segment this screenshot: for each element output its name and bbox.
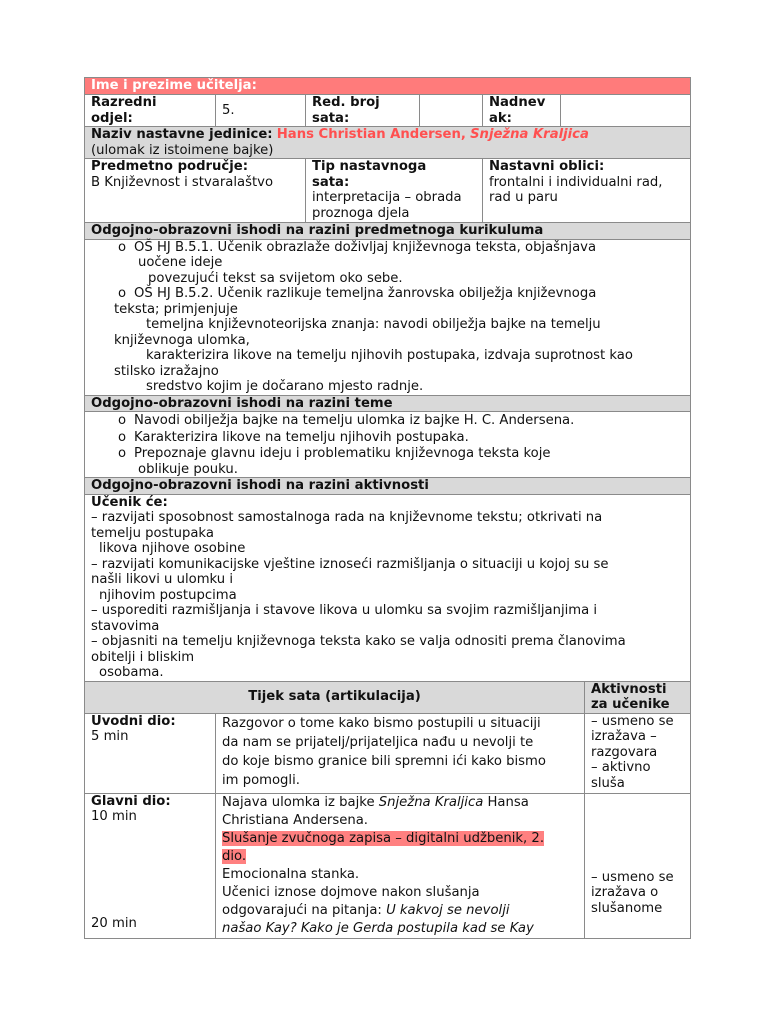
lesson-number-value xyxy=(420,95,483,127)
flow-heading-row xyxy=(85,681,691,713)
unit-note: (ulomak iz istoimene bajke) xyxy=(91,142,274,158)
curriculum-item-2: o OŠ HJ B.5.2. Učenik razlikuje temeljna žanrovska obilježja književnoga xyxy=(110,286,684,302)
curriculum-item-1: o OŠ HJ B.5.1. Učenik obrazlaže doživljaj književnoga teksta, objašnjava xyxy=(110,240,684,256)
theme-heading-row xyxy=(85,395,691,412)
lesson-plan-document xyxy=(84,77,690,939)
date-label: Nadnev ak: xyxy=(483,95,561,127)
domain-row xyxy=(85,159,691,223)
date-value xyxy=(561,95,691,127)
activities-lead: Učenik će: xyxy=(91,494,168,510)
intro-activities: – usmeno se izražava – razgovara – aktivno sluša xyxy=(585,713,691,793)
theme-item-3: o Prepoznaje glavnu ideju i problematiku književnoga teksta koje xyxy=(110,446,684,462)
theme-row xyxy=(85,412,691,478)
activities-heading: Odgojno-obrazovni ishodi na razini aktivnosti xyxy=(85,478,691,495)
teacher-label: Ime i prezime učitelja: xyxy=(85,78,691,95)
curriculum-heading: Odgojno-obrazovni ishodi na razini predmetnoga kurikuluma xyxy=(85,223,691,240)
theme-heading: Odgojno-obrazovni ishodi na razini teme xyxy=(85,395,691,412)
lesson-number-label: Red. broj sata: xyxy=(306,95,420,127)
highlighted-audio-note: Slušanje zvučnoga zapisa – digitalni udžbenik, 2. xyxy=(222,830,545,846)
class-label: Razredni odjel: xyxy=(85,95,216,127)
curriculum-row xyxy=(85,239,691,395)
main-activities: – usmeno se izražava o slušanome xyxy=(585,793,691,938)
theme-item-1: o Navodi obilježja bajke na temelju ulomka iz bajke H. C. Andersena. xyxy=(110,413,684,429)
unit-title: Snježna Kraljica xyxy=(470,127,589,142)
teacher-row xyxy=(85,78,691,95)
intro-label: Uvodni dio: xyxy=(91,713,176,729)
theme-cell: o Navodi obilježja bajke na temelju ulomka iz bajke H. C. Andersena. o Karakterizira likove na temelju njihovih postupaka. o Prepoznaje glavnu ideju i problematiku književnoga teksta koje oblikuje pouku. xyxy=(85,412,691,478)
domain-label: Predmetno područje: xyxy=(91,159,248,174)
class-row xyxy=(85,95,691,127)
lesson-plan-table xyxy=(84,77,691,682)
intro-time: 5 min xyxy=(91,729,129,744)
main-time-2: 20 min xyxy=(91,915,137,931)
bullet-marker: o xyxy=(117,446,127,461)
unit-cell xyxy=(85,127,691,159)
unit-row xyxy=(85,127,691,159)
theme-item-2: o Karakterizira likove na temelju njihovih postupaka. xyxy=(110,430,684,446)
intro-phase xyxy=(85,713,216,793)
class-value: 5. xyxy=(216,95,306,127)
main-time-1: 10 min xyxy=(91,809,137,824)
bullet-marker: o xyxy=(117,239,127,255)
activities-heading-row xyxy=(85,478,691,495)
activities-row xyxy=(85,494,691,681)
domain-cell xyxy=(85,159,306,223)
curriculum-cell: o OŠ HJ B.5.1. Učenik obrazlaže doživljaj književnoga teksta, objašnjava uočene ideje povezujući tekst sa svijetom oko sebe. o OŠ HJ B.5.2. Učenik razlikuje temeljna žanrovska obilježja književnoga teksta; primjenjuje temeljna književnoteorijska znanja: navodi obilježja bajke na temelju književnoga ulomka, karakterizira likove na temelju njihovih postupaka, izdvaja suprotnost kao stilsko izražajno sredstvo kojim je dočarano mjesto radnje. xyxy=(85,239,691,395)
intro-row xyxy=(85,713,691,793)
unit-label: Naziv nastavne jedinice: xyxy=(91,127,273,142)
main-row xyxy=(85,793,691,938)
lesson-type-cell: Tip nastavnoga sata: interpretacija – obrada proznoga djela xyxy=(306,159,483,223)
main-phase xyxy=(85,793,216,938)
domain-value: B Književnost i stvaralaštvo xyxy=(91,174,274,190)
lesson-flow-table xyxy=(84,681,691,939)
teaching-forms-cell: Nastavni oblici: frontalni i individualni rad, rad u paru xyxy=(483,159,691,223)
bullet-marker: o xyxy=(117,286,127,301)
student-activities-heading: Aktivnosti za učenike xyxy=(585,681,691,713)
bullet-marker: o xyxy=(117,413,127,428)
flow-heading: Tijek sata (artikulacija) xyxy=(85,681,585,713)
curriculum-heading-row xyxy=(85,223,691,240)
unit-author: Hans Christian Andersen, xyxy=(276,127,466,142)
main-label: Glavni dio: xyxy=(91,793,171,809)
bullet-marker: o xyxy=(117,429,127,445)
activities-cell: Učenik će: – razvijati sposobnost samostalnoga rada na književnome tekstu; otkrivati na temelju postupaka likova njihove osobine – razvijati komunikacijske vještine iznoseći razmišljanja o situaciji u kojoj su se našli likovi u ulomku i njihovim postupcima – usporediti razmišljanja i stavove likova u ulomku sa svojim razmišljanjima i stavovima – objasniti na temelju književnoga teksta kako se valja odnositi prema članovima obitelji i bliskim osobama. xyxy=(85,494,691,681)
intro-content: Razgovor o tome kako bismo postupili u situaciji da nam se prijatelj/prijateljica nađu u nevolji te do koje bismo granice bili spremni ići kako bismo im pomogli. xyxy=(216,713,585,793)
main-content: Najava ulomka iz bajke Snježna Kraljica Hansa Christiana Andersena. Slušanje zvučnoga zapisa – digitalni udžbenik, 2. dio. Emocionalna stanka. Učenici iznose dojmove nakon slušanja odgovarajući na pitanja: U kakvoj se nevolji našao Kay? Kako je Gerda postupila kad se Kay xyxy=(216,793,585,938)
